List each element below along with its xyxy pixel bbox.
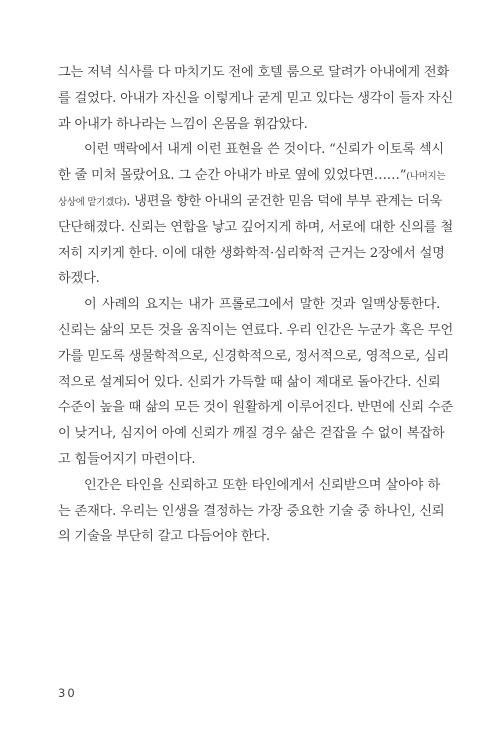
paragraph-4-line-2: 는 존재다. 우리는 인생을 결정하는 가장 중요한 기술 중 하나인, 신뢰 xyxy=(58,503,445,519)
paragraph-2-line-5: 저히 지키게 한다. 이에 대한 생화학적·심리학적 근거는 2장에서 설명 xyxy=(58,245,445,261)
paragraph-4-line-3: 의 기술을 부단히 갈고 다듬어야 한다. xyxy=(58,529,271,545)
paragraph-3-line-6: 이 낮거나, 심지어 아예 신뢰가 깨질 경우 삶은 걷잡을 수 없이 복잡하 xyxy=(58,426,445,442)
paragraph-2-line-2 xyxy=(58,163,446,189)
body-text xyxy=(58,60,454,550)
paragraph-4-line-1: 인간은 타인을 신뢰하고 또한 타인에게서 신뢰받으며 살아야 하 xyxy=(84,477,440,493)
paragraph-1-line-2: 를 걸었다. 아내가 자신을 이렇게나 굳게 믿고 있다는 생각이 들자 자신 xyxy=(58,90,454,106)
paragraph-2-aside-close: 상상에 맡기겠다) xyxy=(58,196,127,208)
paragraph-3-line-5: 수준이 높을 때 삶의 모든 것이 원활하게 이루어진다. 반면에 신뢰 수준 xyxy=(58,400,454,416)
paragraph-3-line-3: 가를 믿도록 생물학적으로, 신경학적으로, 정서적으로, 영적으로, 심리 xyxy=(58,348,450,364)
paragraph-2-aside-open: (나머지는 xyxy=(406,171,446,183)
paragraph-3-line-2: 신뢰는 삶의 모든 것을 움직이는 연료다. 우리 인간은 누군가 혹은 무언 xyxy=(58,322,454,338)
paragraph-3-line-1: 이 사례의 요지는 내가 프롤로그에서 말한 것과 일맥상통한다. xyxy=(84,297,440,313)
paragraph-1-line-1: 그는 저녁 식사를 다 마치기도 전에 호텔 룸으로 달려가 아내에게 전화 xyxy=(58,65,450,80)
paragraph-2-line-3-text: . 냉편을 향한 아내의 굳건한 믿음 덕에 부부 관계는 더욱 xyxy=(126,193,443,209)
paragraph-2-line-6: 하겠다. xyxy=(58,271,100,287)
paragraph-2-line-3 xyxy=(58,189,443,215)
page-number: 30 xyxy=(58,686,77,700)
paragraph-2-line-2-text: 한 줄 미처 몰랐어요. 그 순간 아내가 바로 옆에 있었다면……” xyxy=(58,168,407,184)
paragraph-1-line-3: 과 아내가 하나라는 느낌이 온몸을 휘감았다. xyxy=(58,116,308,132)
paragraph-2-line-4: 단단해졌다. 신뢰는 연합을 낳고 깊어지게 하며, 서로에 대한 신의를 철 xyxy=(58,219,454,235)
paragraph-3-line-7: 고 힘들어지기 마련이다. xyxy=(58,451,196,467)
paragraph-2-line-1: 이런 맥락에서 내게 이런 표현을 쓴 것이다. “신뢰가 이토록 섹시 xyxy=(84,142,444,158)
paragraph-3-line-4: 적으로 설계되어 있다. 신뢰가 가득할 때 삶이 제대로 돌아간다. 신뢰 xyxy=(58,374,441,390)
